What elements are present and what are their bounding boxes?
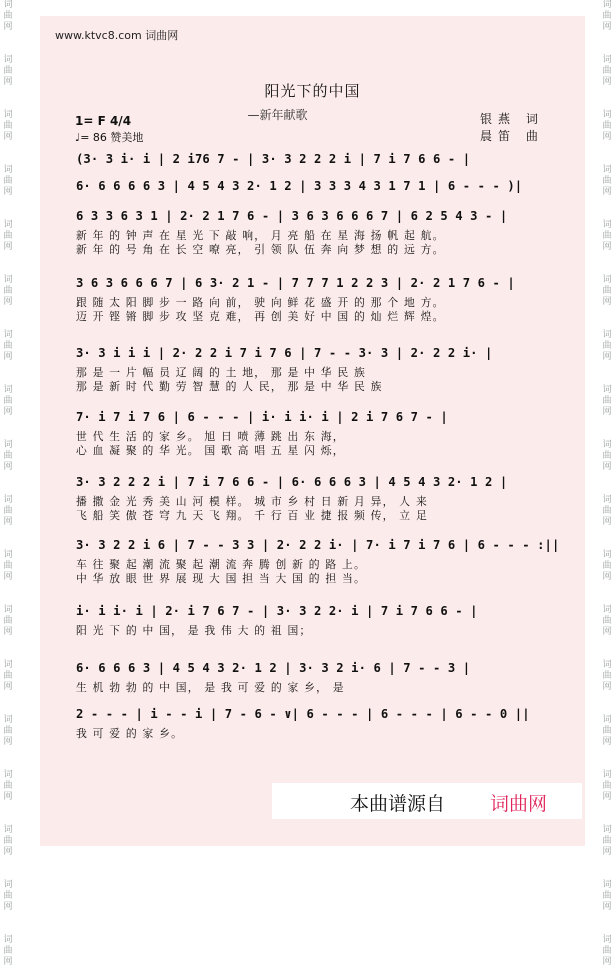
- lyric-line: 中 华 放 眼 世 界 展 现 大 国 担 当 大 国 的 担 当。: [76, 572, 367, 585]
- lyric-line: 车 往 聚 起 潮 流 聚 起 潮 流 奔 腾 创 新 的 路 上。: [76, 558, 367, 571]
- composer-credit: 晨笛 曲: [480, 129, 544, 143]
- lyric-line: 跟 随 太 阳 脚 步 一 路 向 前， 驶 向 鲜 花 盛 开 的 那 个 地 方。: [76, 296, 445, 309]
- site-url[interactable]: www.ktvc8.com 词曲网: [55, 29, 179, 42]
- score-page: [40, 16, 585, 846]
- lyric-line: 新 年 的 号 角 在 长 空 嘹 亮， 引 领 队 伍 奔 向 梦 想 的 远 方。: [76, 243, 445, 256]
- notation-line: 6· 6 6 6 6 3 | 4 5 4 3 2· 1 2 | 3 3 3 4 3 1 7 1 | 6 - - - )|: [76, 179, 523, 193]
- notation-line: 6 3 3 6 3 1 | 2· 2 1 7 6 - | 3 6 3 6 6 6 7 | 6 2 5 4 3 - |: [76, 209, 508, 223]
- watermark-left: 词 曲 网 词 曲 网 词 曲 网 词 曲 网 词 曲 网 词 曲 网 词 曲 网 词 曲 网 词 曲 网 词 曲 网 词 曲 网 词 曲 网 词 曲 网 词 曲 网 词 曲 网 词 曲 网 词 曲 网 词 曲 网: [3, 0, 13, 967]
- song-title: 阳光下的中国: [264, 82, 361, 100]
- lyric-line: 迈 开 铿 锵 脚 步 攻 坚 克 难， 再 创 美 好 中 国 的 灿 烂 辉 煌。: [76, 310, 445, 323]
- tempo-marking: ♩= 86 赞美地: [75, 131, 144, 144]
- lyric-line: 飞 船 笑 傲 苍 穹 九 天 飞 翔。 千 行 百 业 捷 报 频 传， 立 足: [76, 509, 428, 522]
- source-site[interactable]: 词曲网: [490, 793, 548, 815]
- source-stamp: [272, 783, 582, 819]
- lyric-line: 那 是 一 片 幅 员 辽 阔 的 土 地， 那 是 中 华 民 族: [76, 366, 367, 379]
- notation-line: 3· 3 2 2 i 6 | 7 - - 3 3 | 2· 2 2 i· | 7· i 7 i 7 6 | 6 - - - :||: [76, 538, 560, 552]
- lyric-line: 世 代 生 活 的 家 乡。 旭 日 喷 薄 跳 出 东 海，: [76, 430, 345, 443]
- song-subtitle: —新年献歌: [247, 108, 308, 122]
- notation-line: 3· 3 i i i | 2· 2 2 i 7 i 7 6 | 7 - - 3· 3 | 2· 2 2 i· |: [76, 346, 493, 360]
- watermark-right: 词 曲 网 词 曲 网 词 曲 网 词 曲 网 词 曲 网 词 曲 网 词 曲 网 词 曲 网 词 曲 网 词 曲 网 词 曲 网 词 曲 网 词 曲 网 词 曲 网 词 曲 网 词 曲 网 词 曲 网 词 曲 网: [602, 0, 612, 967]
- notation-line: 6· 6 6 6 3 | 4 5 4 3 2· 1 2 | 3· 3 2 i· 6 | 7 - - 3 |: [76, 661, 471, 675]
- key-signature: 1= F 4/4: [75, 114, 132, 128]
- lyric-line: 阳 光 下 的 中 国， 是 我 伟 大 的 祖 国；: [76, 624, 312, 637]
- notation-line: 3· 3 2 2 2 i | 7 i 7 6 6 - | 6· 6 6 6 3 | 4 5 4 3 2· 1 2 |: [76, 475, 508, 489]
- lyricist-credit: 银燕 词: [480, 112, 544, 126]
- lyric-line: 新 年 的 钟 声 在 星 光 下 敲 响， 月 亮 船 在 星 海 扬 帆 起 航。: [76, 229, 445, 242]
- source-text: 本曲谱源自: [350, 793, 446, 815]
- notation-line: 2 - - - | i - - i | 7 - 6 - ∨| 6 - - - | 6 - - - | 6 - - 0 ||: [76, 707, 530, 721]
- notation-line: i· i i· i | 2· i 7 6 7 - | 3· 3 2 2· i | 7 i 7 6 6 - |: [76, 604, 478, 618]
- notation-line: (3· 3 i· i | 2 i76 7 - | 3· 3 2 2 2 i | 7 i 7 6 6 - |: [76, 152, 471, 166]
- lyric-line: 播 撒 金 光 秀 美 山 河 模 样。 城 市 乡 村 日 新 月 异， 人 来: [76, 495, 428, 508]
- notation-line: 3 6 3 6 6 6 7 | 6 3· 2 1 - | 7 7 7 1 2 2 3 | 2· 2 1 7 6 - |: [76, 276, 515, 290]
- lyric-line: 我 可 爱 的 家 乡。: [76, 727, 184, 740]
- notation-line: 7· i 7 i 7 6 | 6 - - - | i· i i· i | 2 i 7 6 7 - |: [76, 410, 448, 424]
- lyric-line: 那 是 新 时 代 勤 劳 智 慧 的 人 民， 那 是 中 华 民 族: [76, 380, 383, 393]
- lyric-line: 生 机 勃 勃 的 中 国， 是 我 可 爱 的 家 乡， 是: [76, 681, 345, 694]
- lyric-line: 心 血 凝 聚 的 华 光。 国 歌 高 唱 五 星 闪 烁，: [76, 444, 345, 457]
